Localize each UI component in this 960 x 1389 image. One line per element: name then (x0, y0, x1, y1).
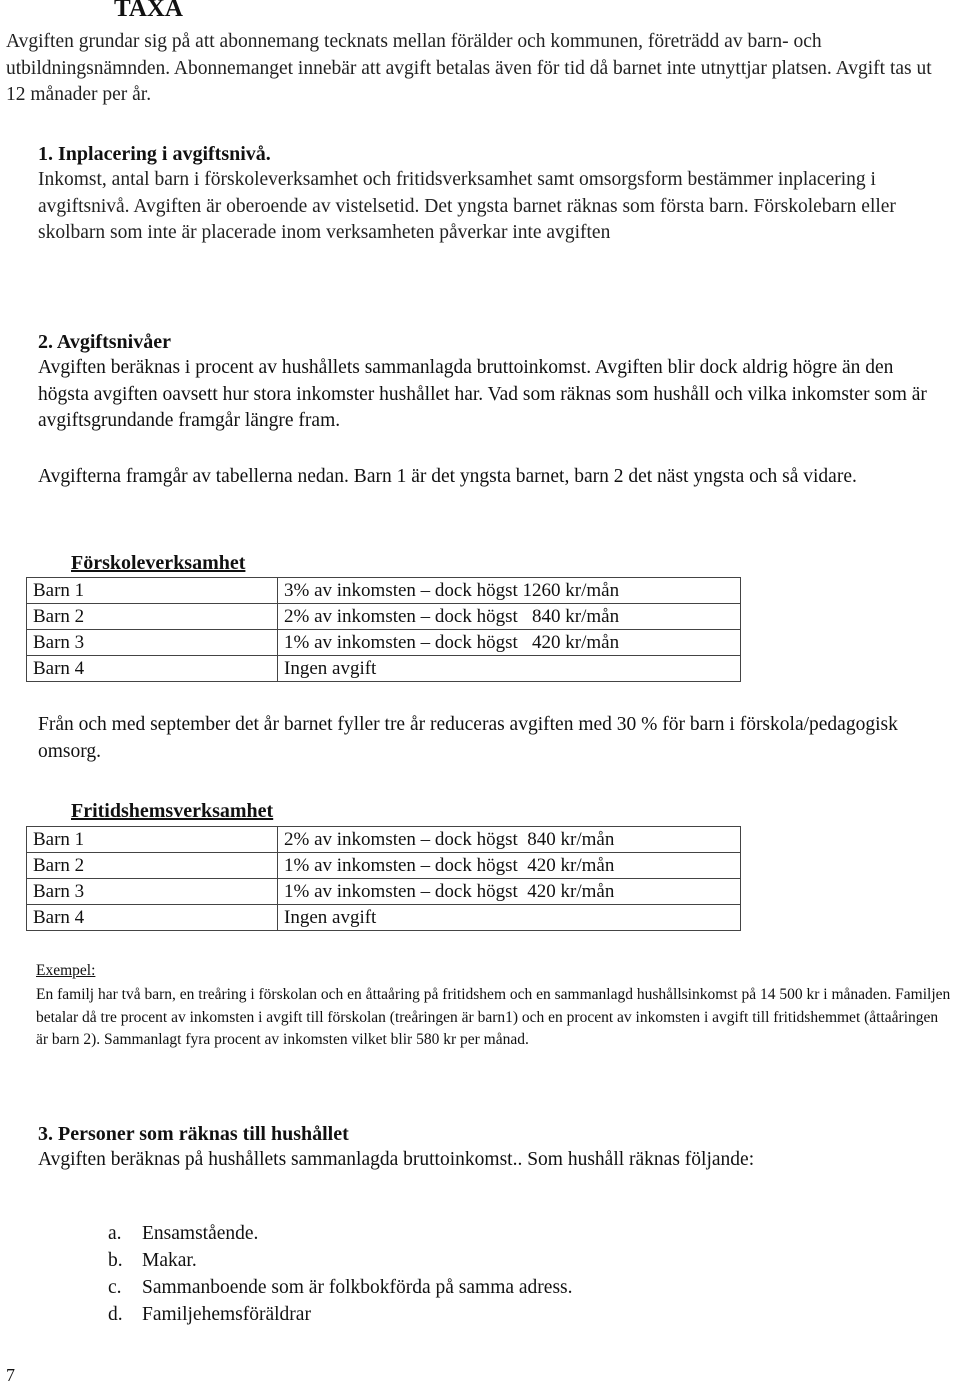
table-row (27, 656, 741, 682)
fee-cell: 1% av inkomsten – dock högst 420 kr/mån (278, 853, 741, 879)
list-letter: d. (108, 1304, 123, 1325)
list-text: Makar. (142, 1250, 197, 1271)
table-row (27, 604, 741, 630)
intro-paragraph: Avgiften grundar sig på att abonnemang tecknats mellan förälder och kommunen, företrädd av barn- och utbildningsnämnden. Abonnemanget innebär att avgift betalas även för tid då barnet inte utnyttjar platsen. Avgift tas ut 12 månader per år. (6, 31, 932, 105)
preschool-table-title: Förskoleverksamhet (71, 552, 246, 574)
preschool-fee-table (26, 577, 741, 682)
fee-cell: Ingen avgift (278, 656, 741, 682)
page-number: 7 (6, 1365, 15, 1385)
child-cell: Barn 1 (27, 827, 278, 853)
document-title: TAXA (114, 0, 183, 22)
reduction-note: Från och med september det år barnet fyller tre år reduceras avgiften med 30 % för barn i förskola/pedagogisk omsorg. (38, 714, 898, 762)
list-item (108, 1220, 573, 1247)
fee-cell: 3% av inkomsten – dock högst 1260 kr/mån (278, 578, 741, 604)
list-text: Sammanboende som är folkbokförda på samma adress. (142, 1277, 573, 1298)
table-row (27, 879, 741, 905)
child-cell: Barn 4 (27, 905, 278, 931)
fee-cell: 2% av inkomsten – dock högst 840 kr/mån (278, 827, 741, 853)
child-cell: Barn 4 (27, 656, 278, 682)
section-3-heading: 3. Personer som räknas till hushållet (38, 1123, 349, 1145)
table-row (27, 578, 741, 604)
table-row (27, 827, 741, 853)
fee-cell: Ingen avgift (278, 905, 741, 931)
list-text: Familjehemsföräldrar (142, 1304, 311, 1325)
list-letter: a. (108, 1223, 122, 1244)
list-item (108, 1274, 573, 1301)
table-row (27, 630, 741, 656)
section-2-text: Avgiften beräknas i procent av hushållets sammanlagda bruttoinkomst. Avgiften blir dock aldrig högre än den högsta avgiften oavsett hur stora inkomster hushållet har. Vad som räknas som hushåll och vilka inkomster som är avgiftsgrundande framgår längre fram. (38, 357, 927, 431)
fee-cell: 2% av inkomsten – dock högst 840 kr/mån (278, 604, 741, 630)
table-row (27, 905, 741, 931)
list-letter: c. (108, 1277, 122, 1298)
section-2-text-2: Avgifterna framgår av tabellerna nedan. Barn 1 är det yngsta barnet, barn 2 det näst yngsta och så vidare. (38, 466, 857, 487)
fee-cell: 1% av inkomsten – dock högst 420 kr/mån (278, 879, 741, 905)
household-list (108, 1220, 573, 1328)
example-heading: Exempel: (36, 962, 96, 979)
list-text: Ensamstående. (142, 1223, 259, 1244)
child-cell: Barn 3 (27, 630, 278, 656)
fee-cell: 1% av inkomsten – dock högst 420 kr/mån (278, 630, 741, 656)
list-item (108, 1247, 573, 1274)
child-cell: Barn 1 (27, 578, 278, 604)
list-item (108, 1301, 573, 1328)
section-2-heading: 2. Avgiftsnivåer (38, 331, 171, 353)
afterschool-table-title: Fritidshemsverksamhet (71, 800, 274, 822)
list-letter: b. (108, 1250, 123, 1271)
table-row (27, 853, 741, 879)
section-1-heading: 1. Inplacering i avgiftsnivå. (38, 143, 271, 165)
child-cell: Barn 2 (27, 604, 278, 630)
child-cell: Barn 3 (27, 879, 278, 905)
child-cell: Barn 2 (27, 853, 278, 879)
section-1-text: Inkomst, antal barn i förskoleverksamhet och fritidsverksamhet samt omsorgsform bestämmer inplacering i avgiftsnivå. Avgiften är oberoende av vistelsetid. Det yngsta barnet räknas som första barn. Förskolebarn eller skolbarn som inte är placerade inom verksamheten påverkar inte avgiften (38, 169, 896, 243)
example-text: En familj har två barn, en treåring i förskolan och en åttaåring på fritidshem och en sammanlagd hushållsinkomst på 14 500 kr i månaden. Familjen betalar då tre procent av inkomsten i avgift till förskolan (treåringen är barn1) och en procent av inkomsten i avgift till fritidshemmet (åttaåringen är barn 2). Sammanlagt fyra procent av inkomsten vilket blir 580 kr per månad. (36, 986, 951, 1048)
afterschool-fee-table (26, 826, 741, 931)
section-3-text: Avgiften beräknas på hushållets sammanlagda bruttoinkomst.. Som hushåll räknas följande: (38, 1149, 755, 1170)
